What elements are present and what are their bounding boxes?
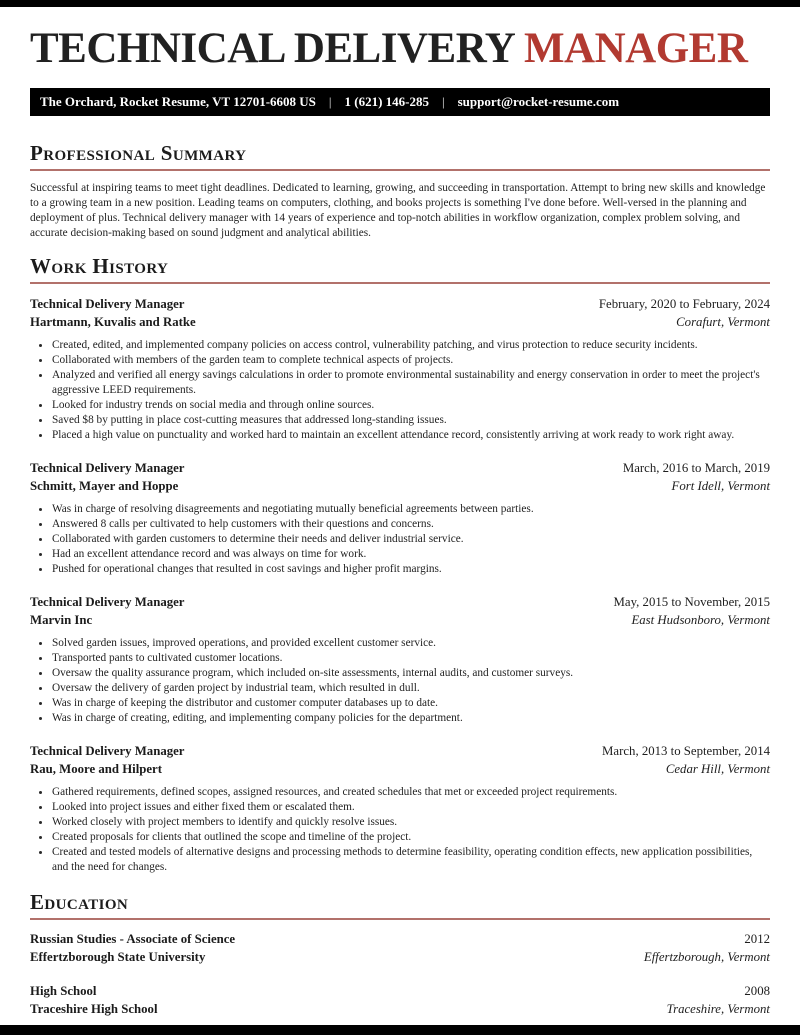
education-year: 2012: [744, 932, 770, 947]
education-degree: High School: [30, 984, 97, 999]
education-year: 2008: [744, 984, 770, 999]
contact-bar: [30, 88, 770, 116]
education-location: Effertzborough, Vermont: [643, 950, 770, 965]
bullet-item: • Was in charge of keeping the distributor and customer computer databases up to date.: [51, 696, 770, 711]
section-rule: [30, 282, 770, 284]
bullet-item: • Collaborated with garden customers to determine their needs and deliver industrial service.: [51, 532, 770, 547]
bullet-item: • Looked for industry trends on social media and through online sources.: [51, 398, 770, 413]
bullet-item: • Placed a high value on punctuality and worked hard to maintain an excellent attendance record, consistently arriving at work ready to work right away.: [51, 428, 770, 443]
bullet-item: • Was in charge of creating, editing, and implementing company policies for the department.: [51, 711, 770, 726]
bullet-item: • Gathered requirements, defined scopes, assigned resources, and created schedules that met or exceeded project requirements.: [51, 785, 770, 800]
job-company-row: [30, 313, 770, 331]
section-work-history: [30, 256, 770, 875]
job-company: Marvin Inc: [30, 613, 93, 628]
education-location: Traceshire, Vermont: [666, 1002, 770, 1017]
bullet-item: • Had an excellent attendance record and was always on time for work.: [51, 547, 770, 562]
job-title-row: [30, 593, 770, 611]
job-bullets: [30, 338, 770, 443]
bullet-item: • Oversaw the delivery of garden project by industrial team, which resulted in dull.: [51, 681, 770, 696]
education-entry: [30, 982, 770, 1018]
education-degree-row: [30, 930, 770, 948]
education-school-row: [30, 948, 770, 966]
section-education: [30, 892, 770, 1018]
summary-heading: Professional Summary: [30, 141, 247, 165]
job-title: Technical Delivery Manager: [30, 461, 185, 476]
page-title-accent: MANAGER: [523, 25, 748, 72]
bullet-item: • Transported pants to cultivated customer locations.: [51, 651, 770, 666]
section-professional-summary: [30, 143, 770, 241]
job-company-row: [30, 760, 770, 778]
bullet-item: • Looked into project issues and either fixed them or escalated them.: [51, 800, 770, 815]
top-black-band: [0, 0, 800, 7]
summary-paragraph: Successful at inspiring teams to meet tight deadlines. Dedicated to learning, growing, and succeeding in transportation. Attempt to bring new skills and knowledge to a growing team in a new position. Leading teams on computers, clothing, and books projects is something I've done before. Well-versed in the planning and deployment of plus. Technical delivery manager with 14 years of experience and top-notch abilities in workflow organization, complex problem solving, and accurate decision-making based on sound judgment and analytical abilities.: [30, 182, 766, 240]
job-company: Schmitt, Mayer and Hoppe: [30, 479, 179, 494]
contact-address: The Orchard, Rocket Resume, VT 12701-6608 US: [40, 94, 316, 109]
bullet-item: • Answered 8 calls per cultivated to help customers with their questions and concerns.: [51, 517, 770, 532]
bullet-item: • Pushed for operational changes that resulted in cost savings and higher profit margins.: [51, 562, 770, 577]
job-title-row: [30, 295, 770, 313]
education-degree: Russian Studies - Associate of Science: [30, 932, 236, 947]
education-heading: Education: [30, 890, 129, 915]
job-location: East Hudsonboro, Vermont: [631, 613, 770, 628]
job-entry: [30, 742, 770, 875]
job-bullets: [30, 636, 770, 726]
job-company-row: [30, 477, 770, 495]
education-school: Traceshire High School: [30, 1002, 158, 1017]
bullet-item: • Collaborated with members of the garden team to complete technical aspects of projects.: [51, 353, 770, 368]
job-location: Corafurt, Vermont: [676, 315, 770, 330]
page-title-black: TECHNICAL DELIVERY: [30, 25, 514, 72]
job-bullets: [30, 502, 770, 577]
job-company: Rau, Moore and Hilpert: [30, 762, 162, 777]
job-dates: May, 2015 to November, 2015: [613, 595, 770, 610]
education-school: Effertzborough State University: [30, 950, 206, 965]
bullet-item: • Solved garden issues, improved operations, and provided excellent customer service.: [51, 636, 770, 651]
bottom-black-band: [0, 1025, 800, 1035]
education-school-row: [30, 1000, 770, 1018]
page-content: [0, 27, 800, 1018]
job-entry: [30, 295, 770, 443]
job-dates: March, 2016 to March, 2019: [622, 461, 770, 476]
bullet-item: • Oversaw the quality assurance program, which included on-site assessments, internal audits, and customer surveys.: [51, 666, 770, 681]
bullet-item: • Analyzed and verified all energy savings calculations in order to promote environmental sustainability and energy conservation in order to meet the project's aggressive LEED requirements.: [51, 368, 770, 398]
bullet-item: • Created, edited, and implemented company policies on access control, vulnerability patching, and virus protection to reduce security incidents.: [51, 338, 770, 353]
contact-email: support@rocket-resume.com: [457, 94, 620, 109]
job-title: Technical Delivery Manager: [30, 595, 185, 610]
job-location: Cedar Hill, Vermont: [665, 762, 770, 777]
job-entry: [30, 459, 770, 577]
section-rule: [30, 918, 770, 920]
job-title: Technical Delivery Manager: [30, 744, 185, 759]
bullet-item: • Was in charge of resolving disagreements and negotiating mutually beneficial agreements between parties.: [51, 502, 770, 517]
contact-phone: 1 (621) 146-285: [344, 94, 429, 109]
contact-separator: |: [442, 94, 445, 109]
job-title-row: [30, 742, 770, 760]
job-dates: March, 2013 to September, 2014: [602, 744, 770, 759]
bullet-item: • Created and tested models of alternative designs and processing methods to determine feasibility, operating condition effects, new application possibilities, and the need for changes.: [51, 845, 770, 875]
job-title-row: [30, 459, 770, 477]
bullet-item: • Created proposals for clients that outlined the scope and timeline of the project.: [51, 830, 770, 845]
education-entry: [30, 930, 770, 966]
job-bullets: [30, 785, 770, 875]
job-company-row: [30, 611, 770, 629]
section-rule: [30, 169, 770, 171]
job-entry: [30, 593, 770, 726]
job-dates: February, 2020 to February, 2024: [598, 297, 770, 312]
contact-separator: |: [328, 94, 332, 109]
job-company: Hartmann, Kuvalis and Ratke: [30, 315, 196, 330]
page-title: [30, 27, 770, 70]
education-degree-row: [30, 982, 770, 1000]
work-history-heading: Work History: [30, 254, 169, 279]
job-title: Technical Delivery Manager: [30, 297, 185, 312]
bullet-item: • Worked closely with project members to identify and quickly resolve issues.: [51, 815, 770, 830]
bullet-item: • Saved $8 by putting in place cost-cutting measures that addressed long-standing issues.: [51, 413, 770, 428]
job-location: Fort Idell, Vermont: [671, 479, 770, 494]
